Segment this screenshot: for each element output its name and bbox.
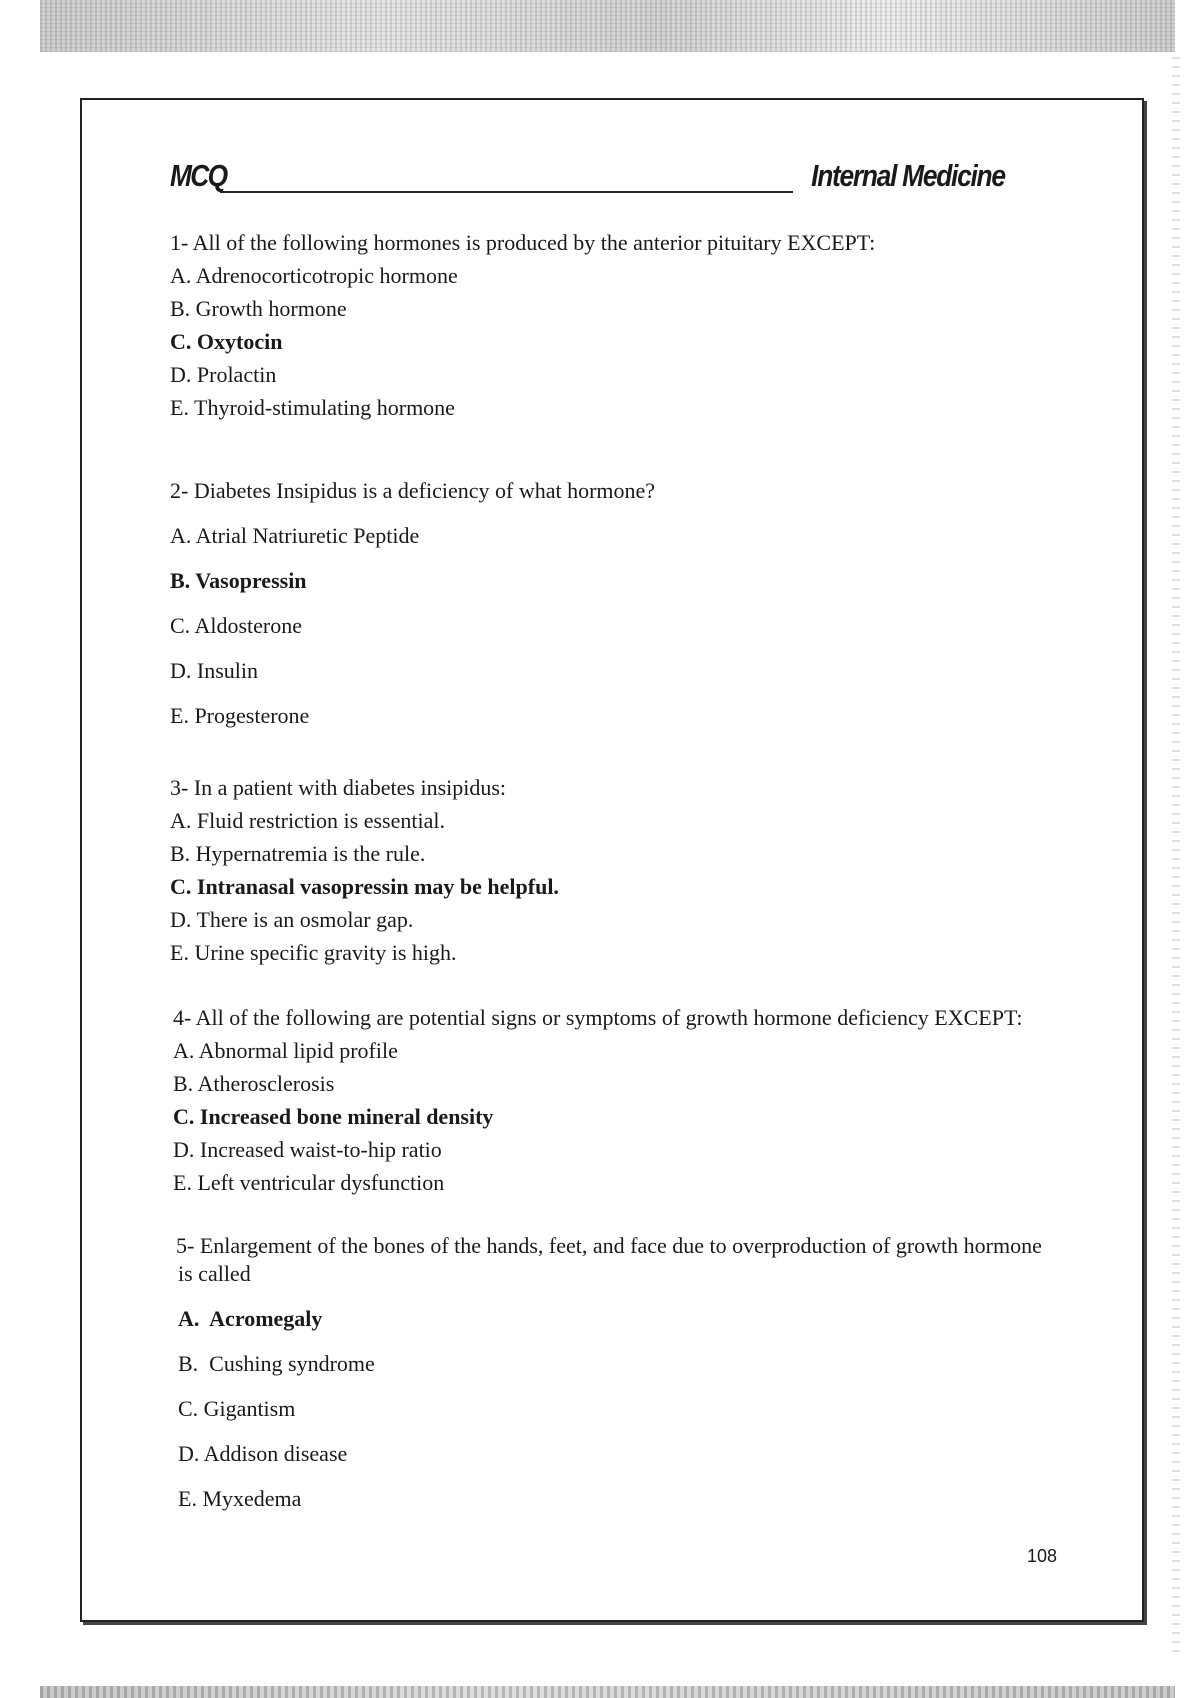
header-left-title: MCQ	[170, 158, 227, 193]
question-2-option-c: C. Aldosterone	[170, 613, 302, 638]
scan-edge-top	[40, 0, 1175, 52]
page-number: 108	[1027, 1546, 1058, 1566]
question-3-option-d: D. There is an osmolar gap.	[170, 907, 414, 932]
question-4-stem: 4- All of the following are potential signs or symptoms of growth hormone deficiency EXCEPT:	[173, 1005, 1023, 1030]
question-1-option-d: D. Prolactin	[170, 362, 277, 387]
question-3-option-a: A. Fluid restriction is essential.	[170, 808, 445, 833]
question-1-answer: C. Oxytocin	[170, 329, 283, 354]
header-rule	[220, 191, 793, 193]
question-1-stem: 1- All of the following hormones is produced by the anterior pituitary EXCEPT:	[170, 230, 876, 255]
question-2-option-a: A. Atrial Natriuretic Peptide	[170, 523, 420, 548]
question-5-option-d: D. Addison disease	[178, 1441, 348, 1466]
question-3-answer: C. Intranasal vasopressin may be helpful.	[170, 874, 559, 899]
question-4-option-d: D. Increased waist-to-hip ratio	[173, 1137, 442, 1162]
question-3-option-e: E. Urine specific gravity is high.	[170, 940, 457, 965]
question-4-option-e: E. Left ventricular dysfunction	[173, 1170, 445, 1195]
question-2-option-d: D. Insulin	[170, 658, 258, 683]
scan-edge-right	[1172, 52, 1180, 1652]
question-3-stem: 3- In a patient with diabetes insipidus:	[170, 775, 507, 800]
question-5-option-b: B. Cushing syndrome	[178, 1351, 375, 1376]
question-1-option-e: E. Thyroid-stimulating hormone	[170, 395, 455, 420]
question-5-option-e: E. Myxedema	[178, 1486, 302, 1511]
question-5-stem-continued: is called	[178, 1261, 251, 1286]
question-4-option-a: A. Abnormal lipid profile	[173, 1038, 398, 1063]
scan-edge-bottom	[40, 1686, 1175, 1698]
question-2-stem: 2- Diabetes Insipidus is a deficiency of what hormone?	[170, 478, 656, 503]
question-4-answer: C. Increased bone mineral density	[173, 1104, 494, 1129]
question-5-answer: A. Acromegaly	[178, 1306, 323, 1331]
question-1-option-a: A. Adrenocorticotropic hormone	[170, 263, 458, 288]
question-2-answer: B. Vasopressin	[170, 568, 307, 593]
page-header	[170, 158, 1005, 198]
question-3-option-b: B. Hypernatremia is the rule.	[170, 841, 426, 866]
question-5-option-c: C. Gigantism	[178, 1396, 296, 1421]
header-right-title: Internal Medicine	[811, 158, 1005, 193]
question-4-option-b: B. Atherosclerosis	[173, 1071, 335, 1096]
question-5-stem: 5- Enlargement of the bones of the hands, feet, and face due to overproduction of growth hormone	[176, 1233, 1042, 1258]
question-1-option-b: B. Growth hormone	[170, 296, 347, 321]
question-2-option-e: E. Progesterone	[170, 703, 310, 728]
